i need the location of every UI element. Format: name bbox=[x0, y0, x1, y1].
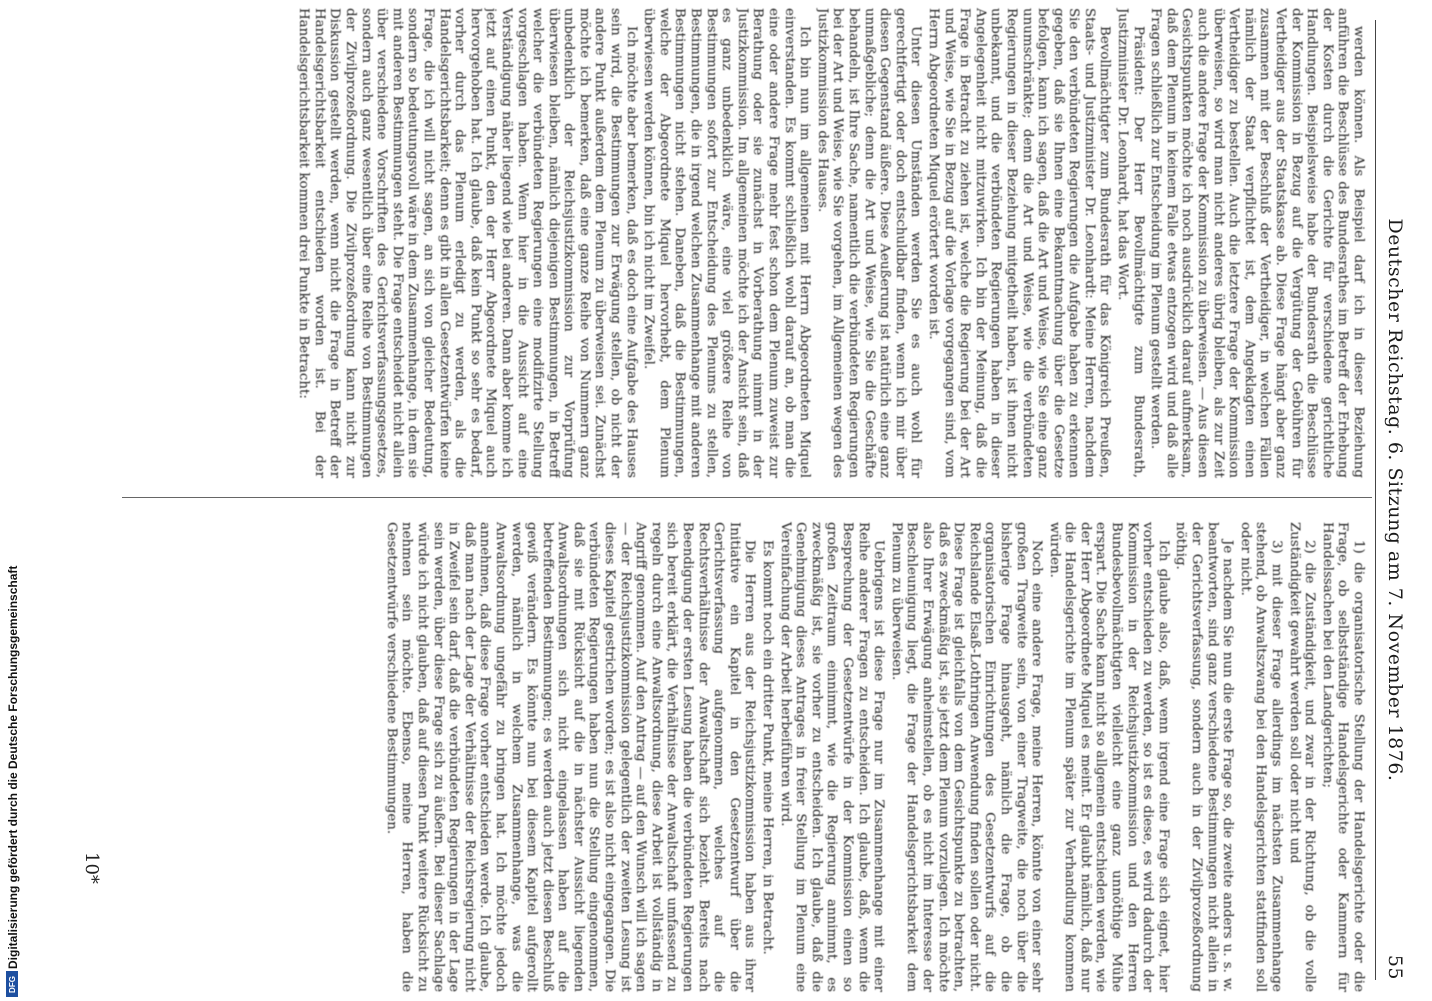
paragraph: Ich glaube also, daß, wenn irgend eine Frage sich eignet, hier vorher entschieden zu werden, so ist es diese, es wird dadurch der Kommission in der Reichsjustizkommission und den Herren Bundesbevollmächtigten vielleicht eine ganz unnöthige Mühe erspart. Die Sache kann nicht so allgemein entschieden werden, wie der Herr Abgeordnete Miquel es meint. Er glaubt nämlich, daß nur die Handelsgerichte im Plenum später zur Verhandlung kommen würden. bbox=[1046, 522, 1171, 992]
paragraph: werden können. Als Beispiel darf ich in dieser Beziehung anführen die Beschlüsse des Bundesrathes im Betreff der Erhebung der Kosten durch die Gerichte für verschiedene gerichtliche Handlungen. Beispielsweise habe der Bundesrath die Beschlüsse der Kommission in Bezug auf die Vergütung der Gebühren für Vertheidiger aus der Staatskasse ab. Diese Frage hängt aber ganz zusammen mit der Beschluß der Vertheidiger, in welchen Fällen nämlich der Staat verpflichtet ist, dem Angeklagten einen Vertheidiger zu bestellen. Auch die letztere Frage der Kommission überweisen, so wird man nicht anderes übrig bleiben, als zur Zeit auch die andere Frage der Kommission zu überweisen. — Aus diesen Gesichtspunkten möchte ich noch ausdrücklich darauf aufmerksam, daß dem Plenum in keinem Falle etwas entzogen wird und daß alle Fragen schließlich zur Entscheidung im Plenum gestellt werden. bbox=[1148, 8, 1366, 478]
paragraph: Die Herren aus der Reichsjustizkommission haben aus ihrer Initiative ein Kapitel in den Gesetzentwurf über die Gerichtsverfassung aufgenommen, welches auf die Rechtsverhältnisse der Anwaltschaft sich bezieht. Bereits nach Beendigung der ersten Lesung haben die verbündeten Regierungen sich bereit erklärt, die Verhältnisse der Anwaltschaft umfassend zu regeln durch eine Anwaltsordnung, diese Arbeit ist vollständig in Angriff genommen. Auf den Antrag — auf den Wunsch will ich sagen — der Reichsjustizkommission gelegentlich der zweiten Lesung ist dieses Kapitel gestrichen worden; es ist also nicht eingegangen. Die verbündeten Regierungen haben nun die Stellung eingenommen, daß sie mit Rücksicht auf die in nächster Aussicht liegenden Anwaltsordnungen sich nicht eingelassen haben auf die betreffenden Bestimmungen; es werden auch jetzt diesen Beschluß gewiß verändern. Es könnte nun bei diesem Kapitel aufgerollt werden, nämlich in welchem Zusammenhange, was die Anwaltsordnung ungefähr zu bringen hat. Ich möchte jedoch annehmen, daß diese Frage vorher entschieden werde. Ich glaube, daß man nach der Lage der Verhältnisse der Reichsregierung nicht in Zweifel sein darf, daß die verbündeten Regierungen in der Lage sein werden, über diese Frage sich zu äußern. Bei dieser Sachlage würde ich nicht glauben, daß auf diesen Punkt weitere Rücksicht zu nehmen sein möchte. Ebenso, meine Herren, haben die Gesetzentwürfe verschiedene Bestimmungen. bbox=[383, 522, 758, 992]
paragraph: Unter diesen Umständen werden Sie es auch wohl für gerechtfertigt oder doch entschuldbar finden, wenn ich mir über diesen Gegenstand äußere. Diese Aeußerung ist natürlich eine ganz unmaßgebliche; denn die Art und Weise, wie Sie die Geschäfte behandeln, ist Ihre Sache, namentlich die verbündeten Regierungen bei der Art und Weise, wie Sie vorgehen, im Allgemeinen wegen des Justizkommission des Hauses. bbox=[814, 8, 924, 478]
column-divider bbox=[122, 497, 1372, 498]
rotated-page-content bbox=[12, 0, 1412, 1000]
running-head-title: Deutscher Reichstag. 6. Sitzung am 7. November 1876. bbox=[1384, 218, 1406, 782]
page-number: 55 bbox=[1384, 954, 1406, 980]
paragraph: 1) die organisatorische Stellung der Handelsgerichte oder die Frage, ob selbstständige Handelsgerichte oder Kammern für Handelssachen bei den Landgerichten; bbox=[1319, 522, 1366, 992]
paragraph: Ich möchte aber bemerken, daß es doch eine Aufgabe des Hauses sein wird, die Bestimmungen zur Erwägung stellen, ob nicht der andere Punkt außerdem dem Plenum zu überweisen sei. Zunächst möchte ich bemerken, daß eine ganze Reihe von Nummern ganz unbedenklich der Reichsjustizkommission zur Vorprüfung überwiesen bleiben, nämlich diejenigen Bestimmungen, in Betreff welcher die verbündeten Regierungen eine modifizirte Stellung vorgeschlagen haben. Wenn hier in die Aussicht auf eine Verständigung näher liegend wie bei anderen. Dann aber komme ich jetzt auf einen Punkt, den der Herr Abgeordnete Miquel auch hervorgehoben hat. Ich glaube, daß kein Punkt so sehr es bedarf, vorher durch das Plenum erledigt zu werden, als die Handelsgerichtsbarkeit; denn es gibt in allen Gesetzentwürfen keine Frage, die ich will nicht sagen, an sich von gleicher Bedeutung, sondern so bedeutungsvoll wäre in dem Zusammenhange, in dem sie mit anderen Bestimmungen steht. Die Frage entscheidet nicht allein über verschiedene Vorschriften des Gerichtsverfassungsgesetzes, sondern auch ganz wesentlich über eine Reihe von Bestimmungen der Zivilprozeßordnung. Die Zivilprozeßordnung kann nicht zur Diskussion gestellt werden, wenn nicht die Frage in Betreff der Handelsgerichtsbarkeit entschieden worden ist. Bei der Handelsgerichtsbarkeit kommen drei Punkte in Betracht: bbox=[296, 8, 639, 478]
right-column bbox=[126, 522, 1366, 992]
credit-text: Digitalisierung gefördert durch die Deutsche Forschungsgemeinschaft bbox=[6, 565, 20, 969]
paragraph: Uebrigens ist diese Frage nur im Zusammenhange mit einer Reihe anderer Fragen zu entscheiden. Ich glaube, daß, wenn die Besprechung der Gesetzentwürfe in der Kommission einen so großen Zeitraum einnimmt, wie die Regierung annimmt, es zweckmäßig ist, sie vorher zu entscheiden. Ich glaube, daß die Genehmigung dieses Antrages in freier Stellung im Plenum eine Vereinfachung der Arbeit herbeiführen wird. bbox=[777, 522, 887, 992]
paragraph: Bevollmächtigter zum Bundesrath für das Königreich Preußen, Staats- und Justizminister Dr. Leonhardt: Meine Herren, nachdem Sie den verbündeten Regierungen die Aufgabe haben zu erkennen gegeben, daß sie Ihnen eine Bekanntmachung über die Gesetze befolgen, kann ich sagen, daß die Art und Weise, wie Sie eine ganz unumschränkte; denn die Art und Weise, wie die verbündeten Regierungen in dieser Beziehung mitgetheilt haben, ist ihnen nicht unbekannt, und die verbündeten Regierungen haben in dieser Angelegenheit nicht mitzuwirken. Ich bin der Meinung, daß die Frage in Betracht zu ziehen ist, welche die Regierung bei der Art und Weise, wie Sie in Bezug auf die Vorlage vorgegangen sind, vom Herrn Abgeordneten Miquel erörtert worden ist. bbox=[925, 8, 1113, 478]
paragraph: Ich bin nun im allgemeinen mit Herrn Abgeordneten Miquel einverstanden. Es kommt schließlich wohl darauf an, ob man die eine oder andere Frage mehr fest schon dem Plenum zuweist zur Berathung oder sie zunächst in Vorberathung nimmt in der Justizkommission. Im allgemeinen möchte ich der Ansicht sein, daß es ganz unbedenklich wäre, eine viel größere Reihe von Bestimmungen sofort zur Entscheidung des Plenums zu stellen, Bestimmungen, die in irgend welchen Zusammenhange mit anderen Bestimmungen nicht stehen. Daneben, daß die Bestimmungen, welche der Abgeordnete Miquel hervorhebt, dem Plenum überwiesen werden können, bin ich nicht im Zweifel. bbox=[641, 8, 813, 478]
running-head bbox=[1376, 20, 1406, 980]
paragraph: 2) die Zuständigkeit, und zwar in der Richtung, ob die volle Zuständigkeit gewahrt werden soll oder nicht und bbox=[1286, 522, 1318, 992]
left-column bbox=[126, 8, 1366, 478]
signature-mark: 10* bbox=[81, 852, 102, 884]
paragraph: Präsident: Der Herr Bevollmächtigte zum Bundesrath, Justizminister Dr. Leonhardt, hat das Wort. bbox=[1115, 8, 1146, 478]
dfg-logo-icon bbox=[6, 971, 18, 997]
paragraph: Noch eine andere Frage, meine Herren, könnte von einer sehr großen Tragweite sein, von einer Tragweite, die noch über die bisherige Frage hinausgeht, nämlich die Frage, ob die organisatorischen Einrichtungen des Gesetzentwurfs auf die Reichslande Elsaß-Lothringen Anwendung finden sollen oder nicht. Diese Frage ist gleichfalls von dem Gesichtspunkte zu betrachten, daß es zweckmäßig ist, sie jetzt dem Plenum vorzulegen. Ich möchte also Ihrer Erwägung anheimstellen, ob es nicht im Interesse der Beschleunigung liegt, die Frage der Handelsgerichtsbarkeit dem Plenum zu überweisen. bbox=[888, 522, 1045, 992]
dfg-logo-text: DFG bbox=[7, 975, 17, 993]
paragraph: Es kommt noch ein dritter Punkt, meine Herren, in Betracht. bbox=[760, 540, 776, 955]
paragraph: 3) mit dieser Frage allerdings im nächsten Zusammenhange stehend, ob Anwaltszwang bei den Handelsgerichten stattfinden soll oder nicht. bbox=[1237, 522, 1285, 992]
header-rule bbox=[1375, 20, 1376, 980]
paragraph: Je nachdem Sie nun die erste Frage so, die zweite anders u. s. w. beantworten, sind ganz verschiedene Bestimmungen nicht allein in der Gerichtsverfassung, sondern auch in der Zivilprozeßordnung nöthig. bbox=[1173, 522, 1236, 992]
